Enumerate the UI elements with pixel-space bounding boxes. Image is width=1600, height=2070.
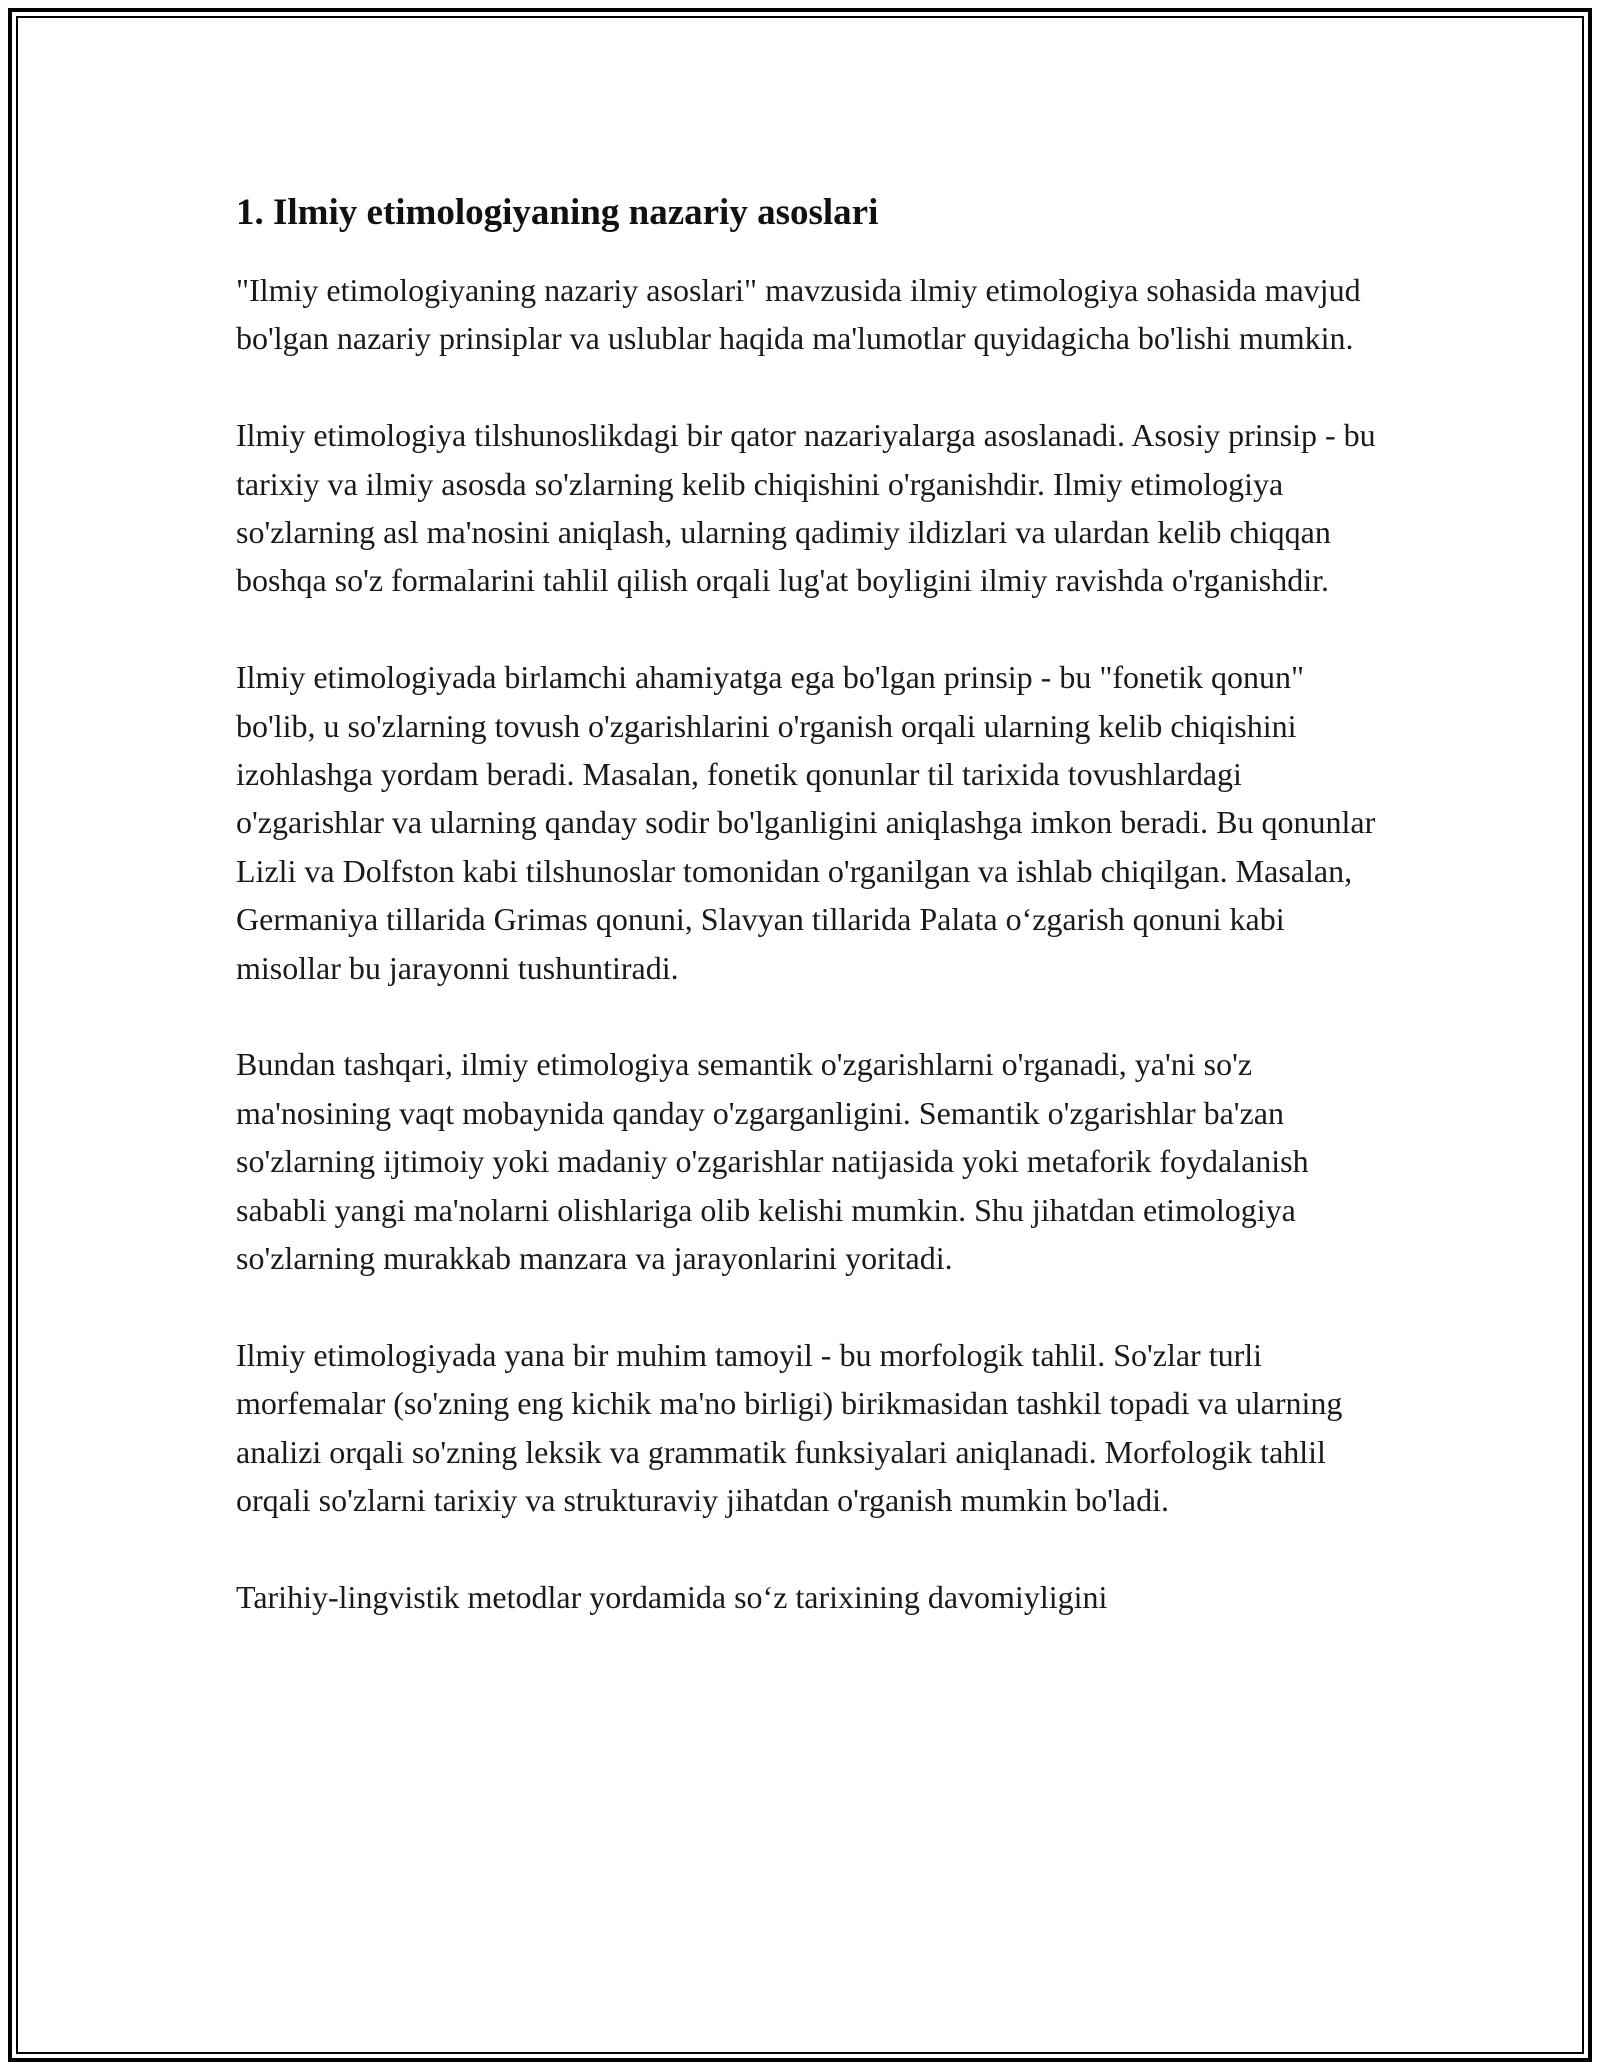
paragraph-phonetic-law: Ilmiy etimologiyada birlamchi ahamiyatga ega bo'lgan prinsip - bu "fonetik qonun" bo'lib, u so'zlarning tovush o'zgarishlarini o'rganish orqali ularning kelib chiqishini izohlashga yordam beradi. Masalan, fonetik qonunlar til tarixida tovushlardagi o'zgarishlar va ularning qanday sodir bo'lganligini aniqlashga imkon beradi. Bu qonunlar Lizli va Dolfston kabi tilshunoslar tomonidan o'rganilgan va ishlab chiqilgan. Masalan, Germaniya tillarida Grimas qonuni, Slavyan tillarida Palata o‘zgarish qonuni kabi misollar bu jarayonni tushuntiradi. <box>236 659 1376 986</box>
paragraph-semantic-change: Bundan tashqari, ilmiy etimologiya semantik o'zgarishlarni o'rganadi, ya'ni so'z ma'nosining vaqt mobaynida qanday o'zgarganligini. Semantik o'zgarishlar ba'zan so'zlarning ijtimoiy yoki madaniy o'zgarishlar natijasida yoki metaforik foydalanish sababli yangi ma'nolarni olishlariga olib kelishi mumkin. Shu jihatdan etimologiya so'zlarning murakkab manzara va jarayonlarini yoritadi. <box>236 1046 1309 1277</box>
paragraph-historical-methods: Tarihiy-lingvistik metodlar yordamida so‘z tarixining davomiyligini <box>236 1578 1108 1615</box>
paragraph-basis: Ilmiy etimologiya tilshunoslikdagi bir qator nazariyalarga asoslanadi. Asosiy prinsip - bu tarixiy va ilmiy asosda so'zlarning kelib chiqishini o'rganishdir. Ilmiy etimologiya so'zlarning asl ma'nosini aniqlash, ularning qadimiy ildizlari va ulardan kelib chiqqan boshqa so'z formalarini tahlil qilish orqali lug'at boyligini ilmiy ravishda o'rganishdir. <box>236 417 1376 599</box>
paragraph-intro: "Ilmiy etimologiyaning nazariy asoslari" mavzusida ilmiy etimologiya sohasida mavjud bo'lgan nazariy prinsiplar va uslublar haqida ma'lumotlar quyidagicha bo'lishi mumkin. <box>236 272 1361 357</box>
document-body <box>236 186 1376 1670</box>
paragraph-morphological-analysis: Ilmiy etimologiyada yana bir muhim tamoyil - bu morfologik tahlil. So'zlar turli morfemalar (so'zning eng kichik ma'no birligi) birikmasidan tashkil topadi va ularning analizi orqali so'zning leksik va grammatik funksiyalari aniqlanadi. Morfologik tahlil orqali so'zlarni tarixiy va strukturaviy jihatdan o'rganish mumkin bo'ladi. <box>236 1336 1343 1519</box>
section-heading: 1. Ilmiy etimologiyaning nazariy asoslari <box>236 192 879 233</box>
